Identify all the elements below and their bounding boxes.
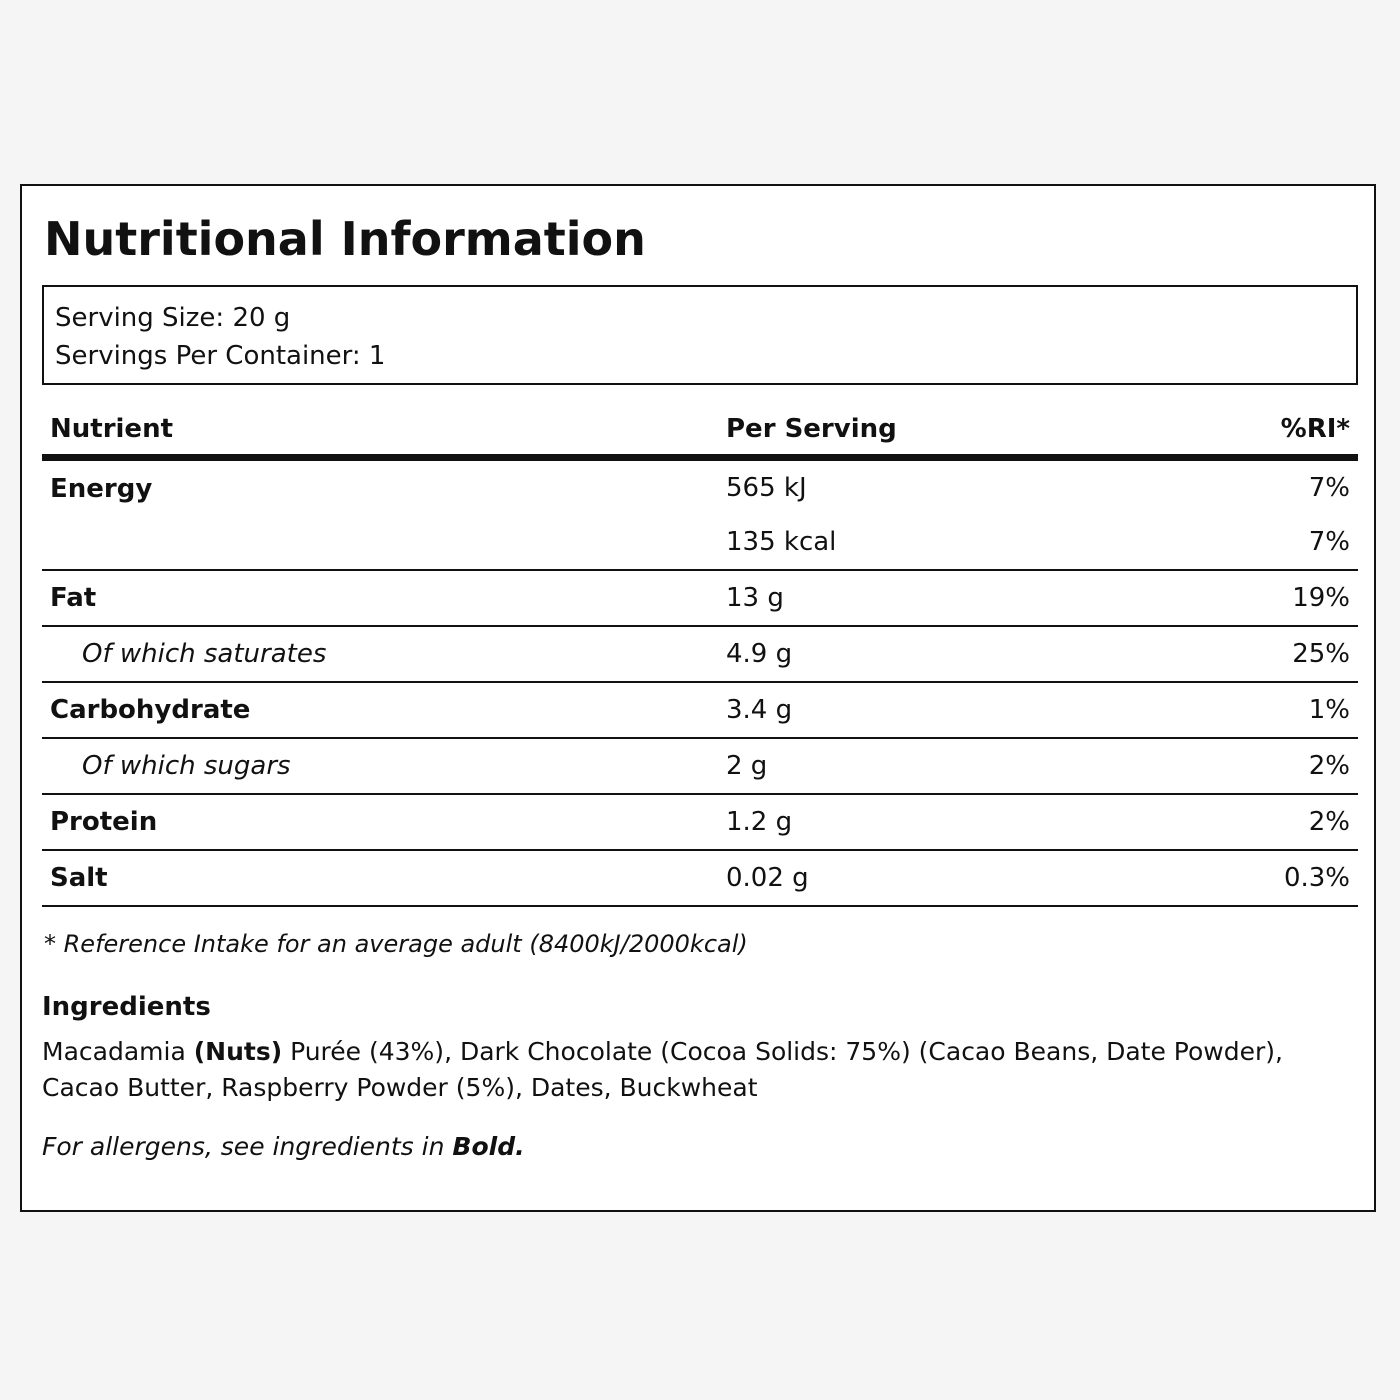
ingredients-text — [42, 1034, 1332, 1106]
nutrient-value: 4.9 g — [726, 639, 793, 669]
nutrient-ri: 19% — [1292, 583, 1350, 613]
energy-kcal-line — [726, 515, 1358, 569]
ingredients-part-2: Purée (43%), Dark Chocolate (Cocoa Solids: 75%) (Cacao Beans, Date Powder), Cacao Butter, Raspberry Powder (5%), Dates, Buckwheat — [42, 1037, 1283, 1102]
nutrient-name: Salt — [50, 863, 108, 893]
allergen-note-bold: Bold. — [452, 1132, 525, 1161]
nutrient-value: 1.2 g — [726, 807, 793, 837]
table-row-fat — [42, 571, 1358, 627]
energy-kj-value: 565 kJ — [726, 473, 807, 503]
nutrient-ri: 2% — [1308, 751, 1350, 781]
table-header — [42, 404, 1358, 461]
nutrient-value: 3.4 g — [726, 695, 793, 725]
nutrition-label — [20, 184, 1376, 1212]
nutrient-name: Of which saturates — [82, 639, 327, 669]
allergen-note-text: For allergens, see ingredients in — [42, 1132, 453, 1161]
energy-values — [726, 461, 1358, 569]
serving-info-box — [42, 285, 1358, 385]
energy-kcal-value: 135 kcal — [726, 527, 837, 557]
energy-kcal-ri: 7% — [1308, 527, 1350, 557]
nutrient-ri: 25% — [1292, 639, 1350, 669]
nutrition-table — [42, 404, 1358, 907]
table-row-saturates — [42, 627, 1358, 683]
energy-kj-line — [726, 461, 1358, 515]
energy-kj-ri: 7% — [1308, 473, 1350, 503]
table-row-energy — [42, 461, 1358, 571]
nutrient-value: 2 g — [726, 751, 768, 781]
nutrient-name: Fat — [50, 583, 97, 613]
table-row-salt — [42, 851, 1358, 907]
label-title: Nutritional Information — [44, 212, 646, 266]
nutrient-ri: 0.3% — [1283, 863, 1350, 893]
nutrient-name: Of which sugars — [82, 751, 291, 781]
nutrient-ri: 1% — [1308, 695, 1350, 725]
table-row-protein — [42, 795, 1358, 851]
ingredients-heading: Ingredients — [42, 992, 211, 1022]
table-row-sugars — [42, 739, 1358, 795]
serving-size: Serving Size: 20 g — [55, 303, 291, 333]
ri-footnote: * Reference Intake for an average adult (8400kJ/2000kcal) — [44, 930, 748, 958]
table-row-carbohydrate — [42, 683, 1358, 739]
header-nutrient: Nutrient — [50, 414, 174, 444]
nutrient-name: Protein — [50, 807, 158, 837]
allergen-note — [42, 1132, 525, 1161]
allergen-highlight: (Nuts) — [193, 1037, 283, 1066]
nutrient-name: Energy — [50, 474, 153, 504]
header-ri: %RI* — [1280, 414, 1350, 444]
nutrient-value: 13 g — [726, 583, 784, 613]
nutrient-value: 0.02 g — [726, 863, 809, 893]
header-per-serving: Per Serving — [726, 414, 897, 444]
servings-per-container: Servings Per Container: 1 — [55, 341, 386, 371]
nutrient-ri: 2% — [1308, 807, 1350, 837]
ingredients-part-1: Macadamia — [42, 1037, 194, 1066]
nutrient-name: Carbohydrate — [50, 695, 251, 725]
